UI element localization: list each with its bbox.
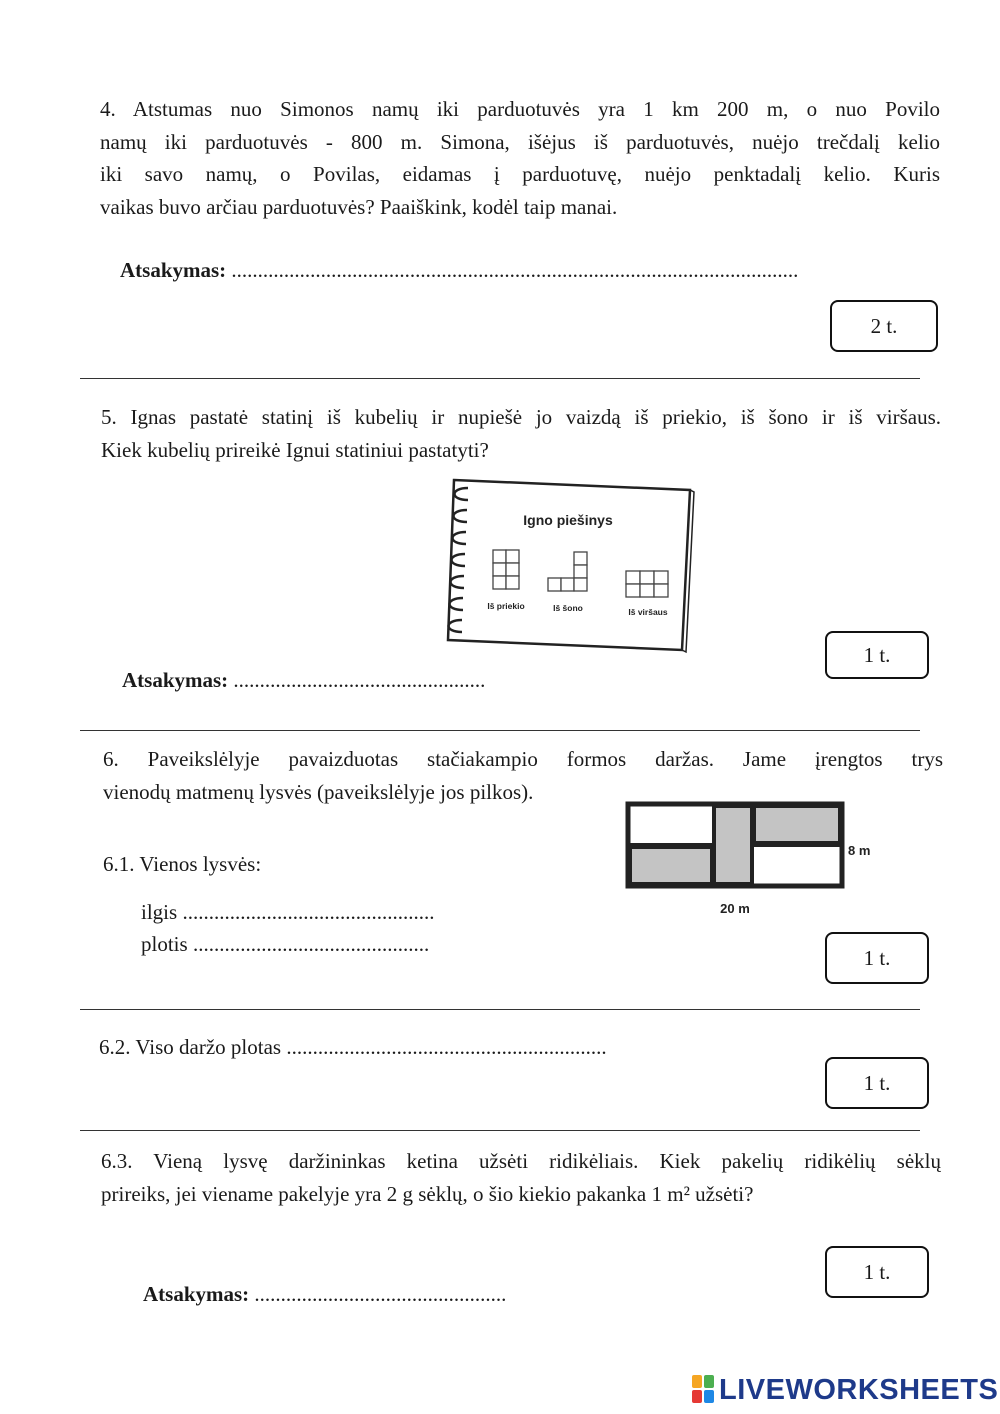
question-5-line: 5. Ignas pastatė statinį iš kubelių ir nupiešė jo vaizdą iš priekio, iš šono ir iš viršaus.	[101, 405, 941, 429]
length-answer[interactable]	[141, 900, 434, 925]
answer-dots: ................................................	[254, 1282, 507, 1306]
question-4-line: namų iki parduotuvės - 800 m. Simona, išėjus iš parduotuvės, nuėjo trečdalį kelio	[100, 129, 940, 154]
garden-bed	[714, 806, 752, 884]
question-6-3-line: 6.3. Vieną lysvę daržininkas ketina užsėti ridikėliais. Kiek pakelių ridikėlių sėklų	[101, 1149, 941, 1173]
garden-figure	[618, 795, 888, 920]
divider	[80, 378, 920, 379]
answer-label: Atsakymas:	[122, 668, 229, 692]
question-6-line: 6. Paveikslėlyje pavaizduotas stačiakampio formos daržas. Jame įrengtos trys	[103, 747, 943, 771]
question-6-3-text	[101, 1145, 941, 1210]
front-view-label: Iš priekio	[487, 601, 525, 611]
answer-dots: .............................................	[192, 932, 430, 956]
question-5-answer[interactable]	[122, 668, 485, 693]
divider	[80, 1130, 920, 1131]
length-label: ilgis	[141, 900, 178, 924]
divider	[80, 730, 920, 731]
width-answer[interactable]	[141, 932, 429, 957]
question-6-1-title: 6.1. Vienos lysvės:	[103, 852, 262, 876]
garden-width-label: 20 m	[720, 901, 750, 916]
question-6-2-label: 6.2. Viso daržo plotas	[99, 1035, 282, 1059]
points-box: 1 t.	[825, 1057, 929, 1109]
question-6-3-answer[interactable]	[143, 1282, 506, 1307]
question-4-text	[100, 93, 940, 223]
side-view-label: Iš šono	[553, 603, 583, 613]
notebook-page	[448, 480, 690, 650]
answer-dots: ................................................	[182, 900, 435, 924]
answer-label: Atsakymas:	[143, 1282, 250, 1306]
answer-dots: ............................................................................................................	[231, 258, 799, 282]
top-view-grid	[626, 571, 668, 597]
igno-drawing-notebook	[440, 470, 700, 666]
garden-bed	[630, 847, 712, 884]
garden-height-label: 8 m	[848, 843, 871, 858]
width-label: plotis	[141, 932, 188, 956]
divider	[80, 1009, 920, 1010]
points-box: 1 t.	[825, 932, 929, 984]
question-4-line: vaikas buvo arčiau parduotuvės? Paaiškink, kodėl taip manai.	[100, 194, 618, 219]
question-5-text	[101, 401, 941, 466]
question-6-3-line: prireiks, jei viename pakelyje yra 2 g sėklų, o šio kiekio pakanka 1 m² užsėti?	[101, 1181, 754, 1206]
points-box: 1 t.	[825, 631, 929, 679]
front-view-grid	[493, 550, 519, 589]
question-4-line: 4. Atstumas nuo Simonos namų iki parduotuvės yra 1 km 200 m, o nuo Povilo	[100, 97, 940, 121]
top-view-label: Iš viršaus	[628, 607, 668, 617]
question-5-line: Kiek kubelių prireikė Ignui statiniui pastatyti?	[101, 437, 489, 462]
points-box: 1 t.	[825, 1246, 929, 1298]
liveworksheets-logo[interactable]	[692, 1372, 998, 1408]
answer-label: Atsakymas:	[120, 258, 227, 282]
question-6-line: vienodų matmenų lysvės (paveikslėlyje jos pilkos).	[103, 779, 534, 804]
liveworksheets-logo-icon	[692, 1374, 716, 1404]
answer-dots: .............................................................	[286, 1035, 607, 1059]
answer-dots: ................................................	[233, 668, 486, 692]
garden-bed	[754, 806, 840, 843]
question-4-line: iki savo namų, o Povilas, eidamas į parduotuvę, nuėjo penktadalį kelio. Kuris	[100, 162, 940, 186]
question-6-2-answer[interactable]	[99, 1035, 607, 1060]
question-4-answer[interactable]	[120, 258, 798, 283]
liveworksheets-brand: LIVEWORKSHEETS	[719, 1374, 999, 1406]
points-box: 2 t.	[830, 300, 938, 352]
drawing-title: Igno piešinys	[523, 512, 613, 528]
